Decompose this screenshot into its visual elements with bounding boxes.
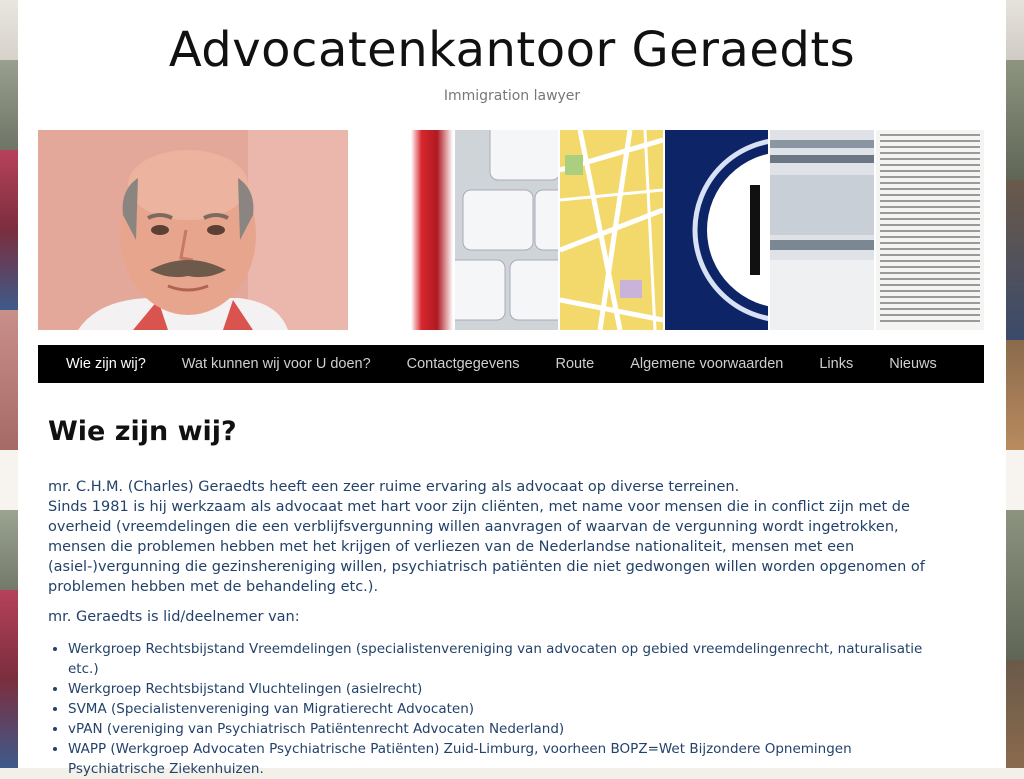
nav-item-contactgegevens[interactable]: Contactgegevens — [406, 356, 520, 372]
membership-intro: mr. Geraedts is lid/deelnemer van: — [48, 609, 300, 625]
list-item: • Werkgroep Rechtsbijstand Vreemdelingen (specialistenvereniging van advocaten op gebied vreemdelingenrecht, naturalisatie etc.) — [68, 639, 948, 679]
main-content — [48, 400, 948, 779]
text-document-image — [876, 130, 984, 330]
header-banner — [38, 130, 984, 330]
nav-item-algemene-voorwaarden[interactable]: Algemene voorwaarden — [630, 356, 784, 372]
list-item: • vPAN (vereniging van Psychiatrisch Patiëntenrecht Advocaten Nederland) — [68, 719, 948, 739]
logo-image — [665, 130, 768, 330]
city-map-image — [560, 130, 663, 330]
nav-item-route[interactable]: Route — [555, 356, 595, 372]
list-item: • Werkgroep Rechtsbijstand Vluchtelingen (asielrecht) — [68, 679, 948, 699]
membership-list — [48, 639, 948, 779]
book-image — [348, 130, 453, 330]
background-photo-left — [0, 0, 18, 768]
intro-paragraph: Sinds 1981 is hij werkzaam als advocaat met hart voor zijn cliënten, met name voor mensen die in conflict zijn met de overheid (vreemdelingen die een verblijfsvergunning willen aanvragen of waarvan de vergunning wordt ingetrokken, mensen die problemen hebben met het krijgen of verliezen van de Nederlandse nationaliteit, mensen met een (asiel-)vergunning die gezinshereniging willen, psychiatrisch patiënten die niet gedwongen willen worden opgenomen of problemen hebben met de behandeling etc.). — [48, 499, 925, 595]
nav-item-nieuws[interactable]: Nieuws — [889, 356, 937, 372]
site-subtitle: Immigration lawyer — [443, 88, 581, 104]
page-heading: Wie zijn wij? — [48, 416, 237, 447]
newspaper-image — [770, 130, 874, 330]
nav-item-wie-zijn-wij[interactable]: Wie zijn wij? — [66, 356, 146, 372]
main-navigation — [38, 345, 984, 383]
nav-item-links[interactable]: Links — [819, 356, 854, 372]
list-item: • WAPP (Werkgroep Advocaten Psychiatrische Patiënten) Zuid-Limburg, voorheen BOPZ=Wet Bijzondere Opnemingen Psychiatrische Ziekenhuizen. — [68, 739, 948, 779]
background-photo-right — [1006, 0, 1024, 768]
site-title: Advocatenkantoor Geraedts — [168, 22, 856, 78]
nav-item-wat-kunnen-wij[interactable]: Wat kunnen wij voor U doen? — [181, 356, 371, 372]
keyboard-image — [455, 130, 558, 330]
intro-line-1: mr. C.H.M. (Charles) Geraedts heeft een zeer ruime ervaring als advocaat op diverse terreinen. — [48, 479, 740, 495]
portrait-photo — [38, 130, 348, 330]
page-container — [18, 0, 1006, 777]
list-item: • SVMA (Specialistenvereniging van Migratierecht Advocaten) — [68, 699, 948, 719]
portrait-illustration — [38, 130, 348, 330]
